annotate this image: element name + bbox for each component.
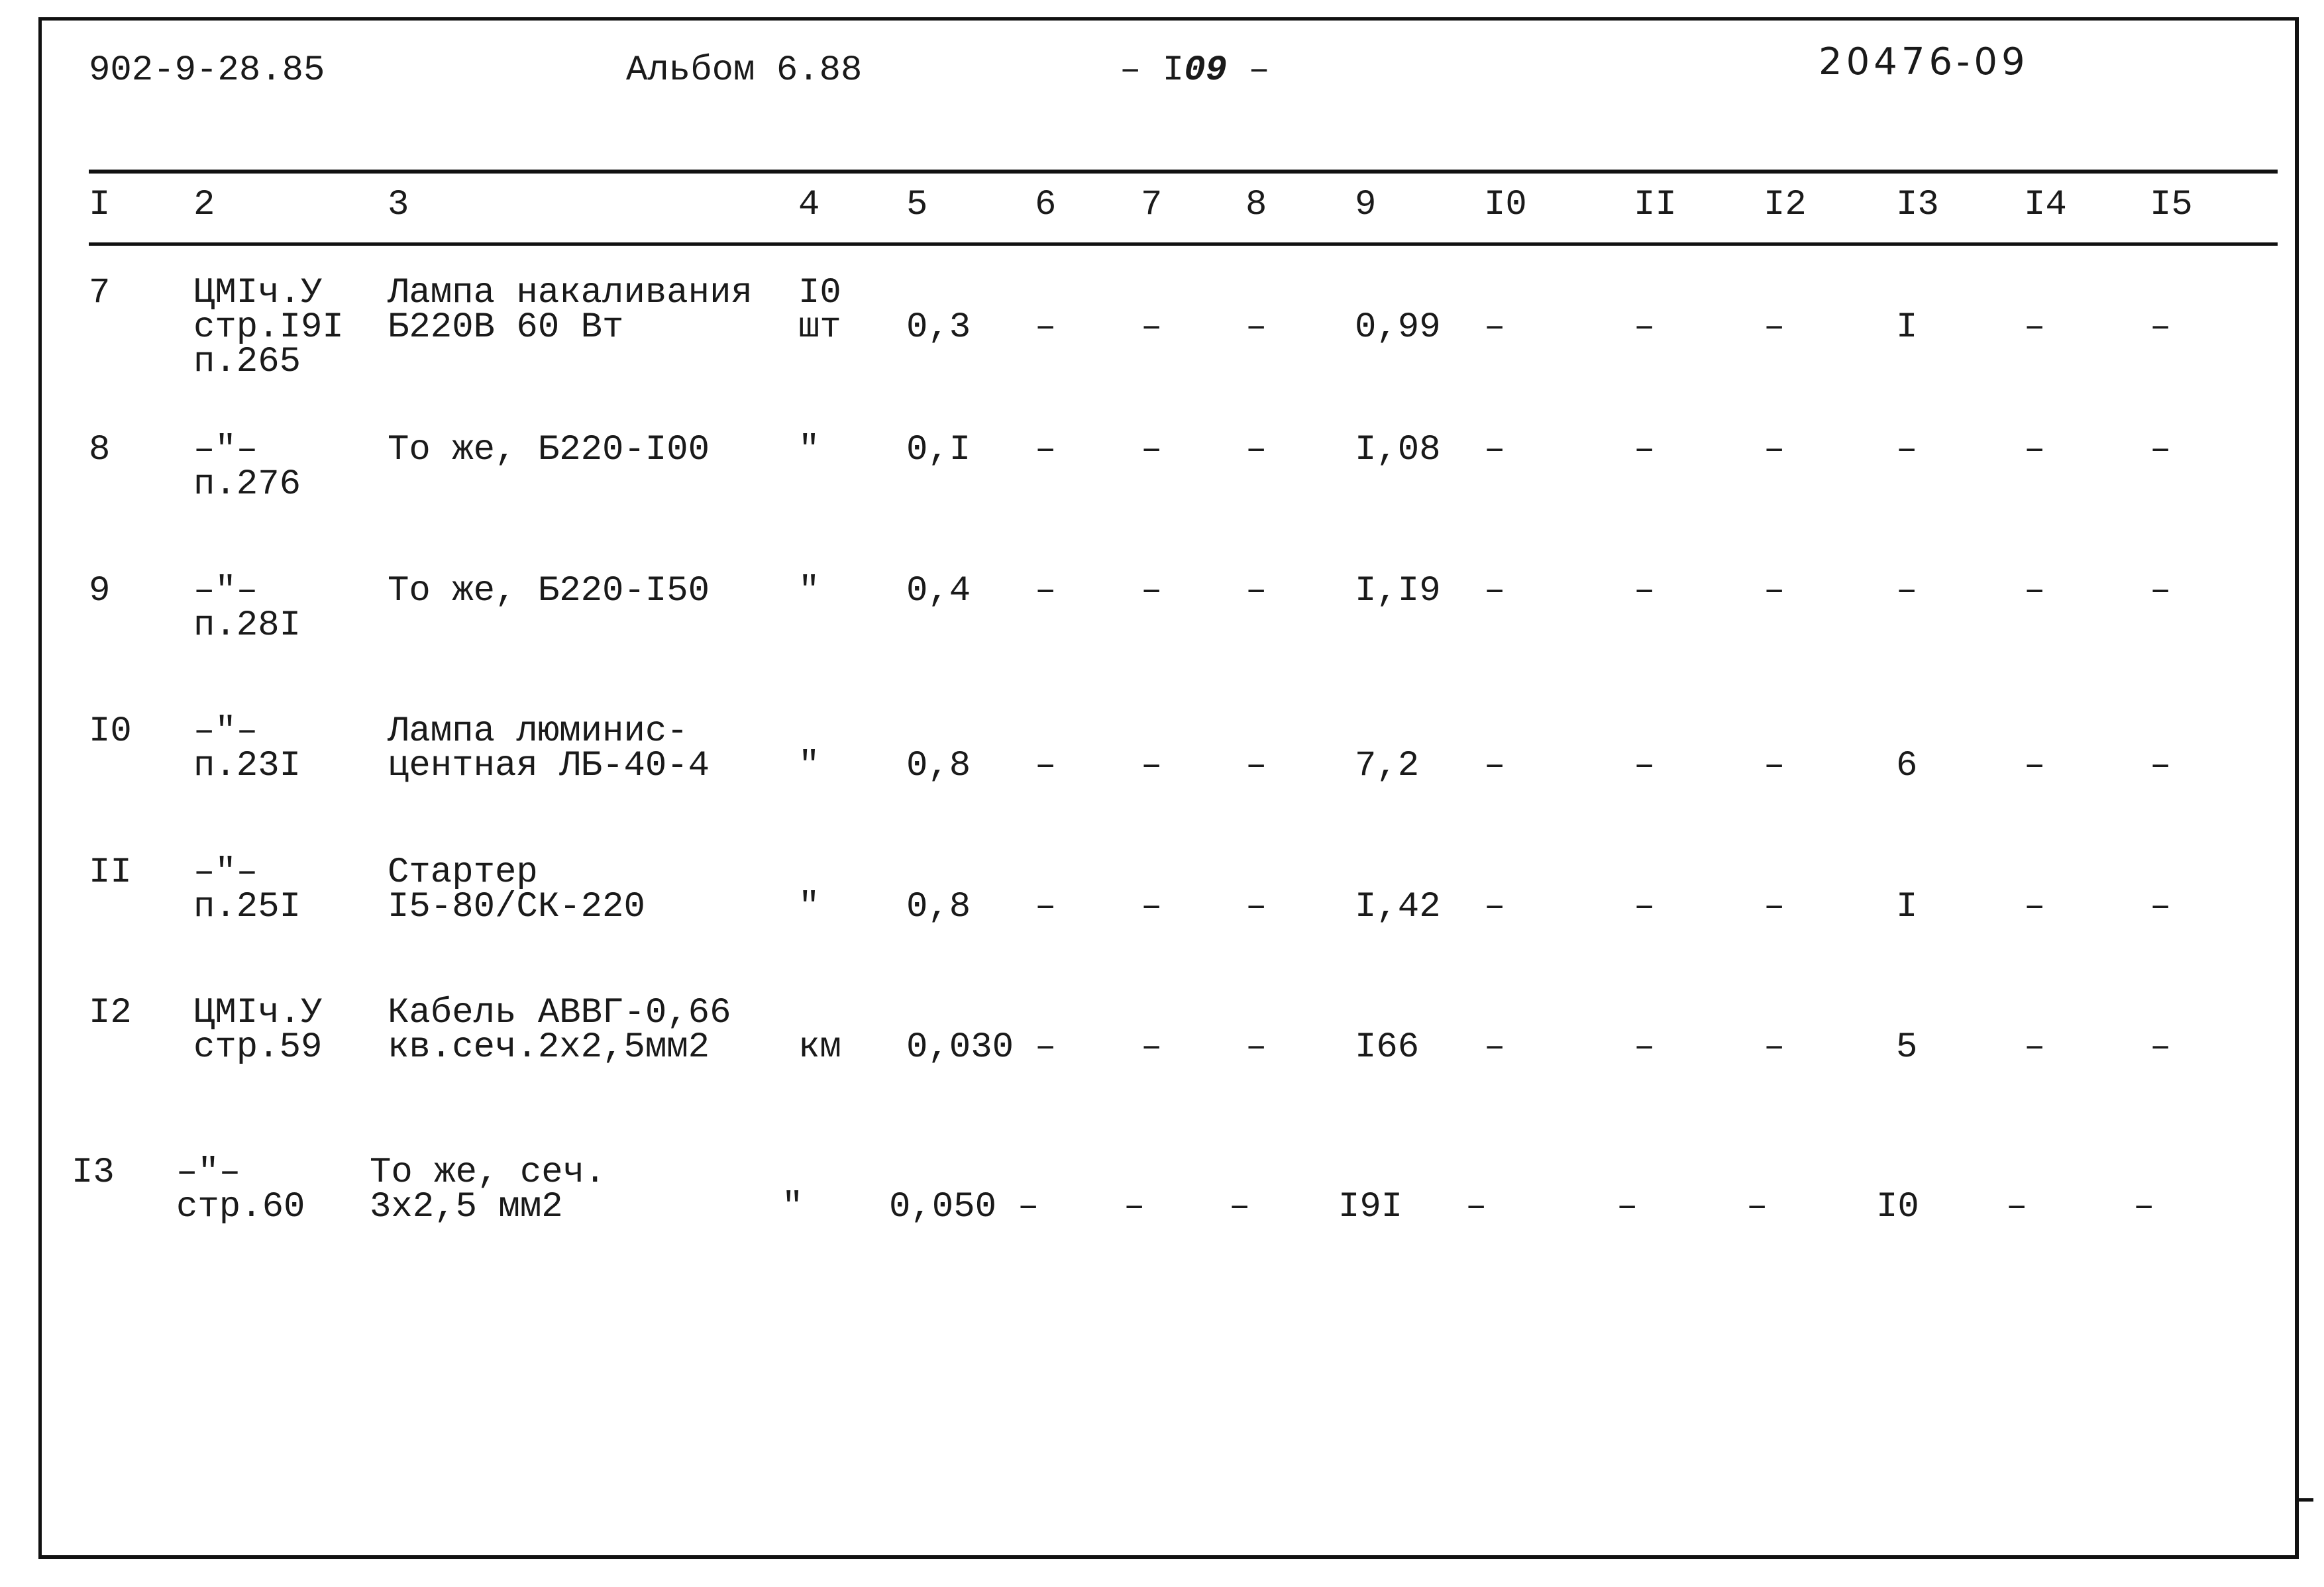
cell-col15: – [2150,430,2172,470]
cell-col12: – [1764,887,1785,927]
row-reference: –"– [176,1152,241,1193]
column-header: 3 [388,185,409,225]
document-number: 20476-09 [1819,40,2029,83]
cell-col13: I [1896,887,1918,927]
cell-col8: – [1245,307,1267,348]
cell-col15: – [2150,746,2172,786]
row-name: 3х2,5 мм2 [370,1187,563,1227]
cell-col5: 0,8 [906,746,971,786]
cell-col7: – [1141,746,1163,786]
row-unit: шт [798,307,841,348]
cell-col14: – [2024,307,2046,348]
cell-col12: – [1764,746,1785,786]
cell-col7: – [1141,307,1163,348]
row-number: I0 [89,711,132,752]
cell-col6: – [1035,887,1057,927]
cell-col8: – [1245,887,1267,927]
column-header: 6 [1035,185,1057,225]
row-unit: I0 [798,273,841,313]
cell-col15: – [2133,1187,2155,1227]
cell-col14: – [2024,746,2046,786]
row-unit: км [798,1027,841,1068]
column-header: 2 [193,185,215,225]
cell-col9: I,42 [1355,887,1441,927]
cell-col5: 0,3 [906,307,971,348]
column-header: 8 [1245,185,1267,225]
cell-col11: – [1634,1027,1656,1068]
cell-col10: – [1484,887,1506,927]
cell-col11: – [1634,430,1656,470]
row-reference: стр.60 [176,1187,305,1227]
cell-col12: – [1764,307,1785,348]
cell-col12: – [1764,571,1785,611]
cell-col14: – [2006,1187,2028,1227]
row-reference: –"– [193,430,258,470]
row-number: II [89,852,132,893]
cell-col5: 0,4 [906,571,971,611]
row-reference: –"– [193,852,258,893]
cell-col13: 5 [1896,1027,1918,1068]
cell-col10: – [1484,430,1506,470]
cell-col6: – [1035,307,1057,348]
cell-col10: – [1484,1027,1506,1068]
row-name: То же, Б220-I50 [388,571,710,611]
row-name: I5-80/СК-220 [388,887,645,927]
column-header: I3 [1896,185,1939,225]
cell-col14: – [2024,571,2046,611]
page-number-suffix: – [1227,50,1270,91]
row-reference: п.23I [193,746,301,786]
page-number-bold: 09 [1184,50,1228,91]
column-header: 5 [906,185,928,225]
row-reference: ЦМIч.У [193,993,323,1033]
cell-col8: – [1245,430,1267,470]
row-number: 7 [89,273,111,313]
cell-col8: – [1245,1027,1267,1068]
cell-col13: 6 [1896,746,1918,786]
cell-col13: – [1896,430,1918,470]
cell-col7: – [1124,1187,1145,1227]
cell-col12: – [1746,1187,1768,1227]
cell-col12: – [1764,1027,1785,1068]
row-reference: –"– [193,571,258,611]
cell-col6: – [1035,1027,1057,1068]
cell-col6: – [1035,571,1057,611]
cell-col5: 0,050 [889,1187,997,1227]
cell-col15: – [2150,571,2172,611]
row-reference: стр.59 [193,1027,323,1068]
cell-col9: I9I [1338,1187,1403,1227]
cell-col14: – [2024,430,2046,470]
cell-col6: – [1035,430,1057,470]
row-name: То же, сеч. [370,1152,606,1193]
cell-col8: – [1245,571,1267,611]
cell-col14: – [2024,1027,2046,1068]
cell-col14: – [2024,887,2046,927]
cell-col5: 0,030 [906,1027,1014,1068]
column-header: I4 [2024,185,2067,225]
row-name: Б220В 60 Вт [388,307,624,348]
column-header: 7 [1141,185,1163,225]
cell-col5: 0,8 [906,887,971,927]
row-number: 9 [89,571,111,611]
cell-col13: – [1896,571,1918,611]
page-number-prefix: – I [1120,50,1185,91]
frame-tick-mark [2299,1498,2313,1502]
row-reference: п.25I [193,887,301,927]
row-name: Стартер [388,852,538,893]
row-reference: стр.I9I [193,307,344,348]
cell-col9: 0,99 [1355,307,1441,348]
cell-col12: – [1764,430,1785,470]
cell-col15: – [2150,887,2172,927]
row-reference: п.276 [193,464,301,505]
cell-col10: – [1465,1187,1487,1227]
row-name: Лампа накаливания [388,273,753,313]
page-frame [38,17,2299,1559]
cell-col6: – [1035,746,1057,786]
cell-col11: – [1634,746,1656,786]
header-top-rule [89,170,2278,174]
album-label: Альбом 6.88 [626,50,863,91]
cell-col15: – [2150,1027,2172,1068]
cell-col11: – [1634,307,1656,348]
row-reference: –"– [193,711,258,752]
cell-col13: I [1896,307,1918,348]
cell-col9: 7,2 [1355,746,1420,786]
row-reference: п.265 [193,342,301,382]
cell-col5: 0,I [906,430,971,470]
cell-col7: – [1141,887,1163,927]
page-number [1120,50,1270,91]
header-bottom-rule [89,242,2278,246]
cell-col7: – [1141,1027,1163,1068]
cell-col10: – [1484,571,1506,611]
cell-col9: I66 [1355,1027,1420,1068]
row-unit: " [798,571,820,611]
cell-col13: I0 [1876,1187,1919,1227]
cell-col11: – [1616,1187,1638,1227]
cell-col7: – [1141,571,1163,611]
row-unit: " [798,887,820,927]
row-unit: " [798,746,820,786]
row-number: 8 [89,430,111,470]
row-name: Лампа люминис- [388,711,688,752]
document-code: 902-9-28.85 [89,50,325,91]
row-name: То же, Б220-I00 [388,430,710,470]
row-unit: " [782,1187,804,1227]
row-name: центная ЛБ-40-4 [388,746,710,786]
column-header: 4 [798,185,820,225]
row-reference: ЦМIч.У [193,273,323,313]
column-header: II [1634,185,1677,225]
cell-col6: – [1018,1187,1039,1227]
cell-col9: I,08 [1355,430,1441,470]
column-header: I5 [2150,185,2193,225]
cell-col8: – [1229,1187,1251,1227]
cell-col15: – [2150,307,2172,348]
column-header: 9 [1355,185,1377,225]
row-name: кв.сеч.2х2,5мм2 [388,1027,710,1068]
cell-col10: – [1484,746,1506,786]
cell-col7: – [1141,430,1163,470]
cell-col9: I,I9 [1355,571,1441,611]
row-unit: " [798,430,820,470]
row-name: Кабель АВВГ-0,66 [388,993,731,1033]
cell-col11: – [1634,887,1656,927]
column-header: I [89,185,111,225]
cell-col10: – [1484,307,1506,348]
row-number: I2 [89,993,132,1033]
cell-col8: – [1245,746,1267,786]
row-number: I3 [72,1152,115,1193]
column-header: I0 [1484,185,1527,225]
column-header: I2 [1764,185,1807,225]
row-reference: п.28I [193,605,301,646]
cell-col11: – [1634,571,1656,611]
